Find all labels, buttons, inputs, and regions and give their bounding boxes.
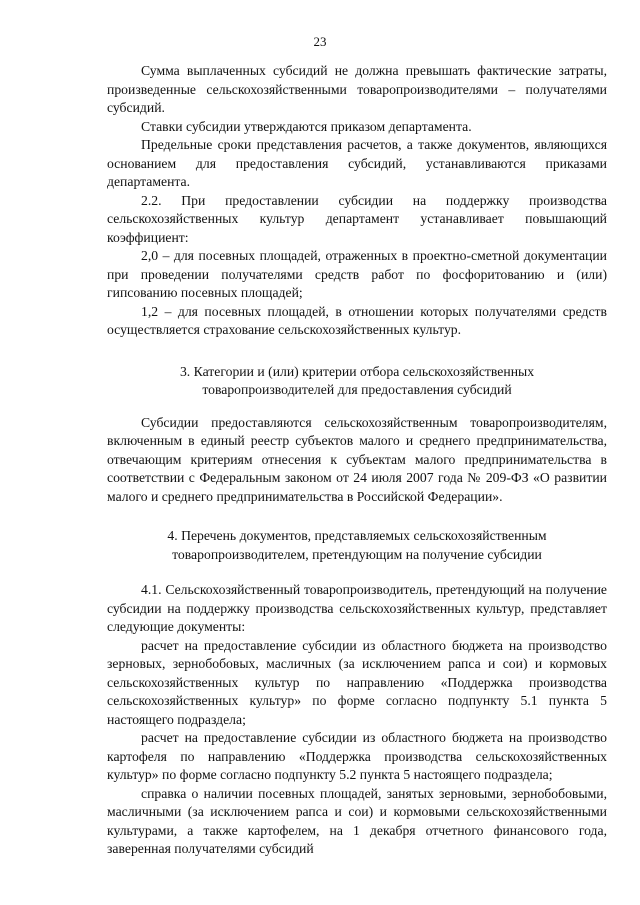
paragraph-calc-grain: расчет на предоставление субсидии из областного бюджета на производство зерновых, зернобобовых, масличных (за исключением рапса и сои) и кормовых сельскохозяйственных культур по направлению «Поддержка производства сельскохозяйственных культур» по форме согласно подпункту 5.1 пункта 5 настоящего подраздела; — [107, 637, 607, 727]
page-number: 23 — [313, 34, 327, 49]
section3-heading-line1: 3. Категории и (или) критерии отбора сельскохозяйственных — [179, 363, 535, 379]
paragraph-coefficient-2-0: 2,0 – для посевных площадей, отраженных в проектно-сметной документации при проведении получателями средств работ по фосфоритованию и (или) гипсованию посевных площадей; — [107, 248, 607, 300]
section3-text: Субсидии предоставляются сельскохозяйственным товаропроизводителям, включенным в единый реестр субъектов малого и среднего предпринимательства, отвечающим критериям отнесения к субъектам малого предпринимательства в соответствии с Федеральным законом от 24 июля 2007 года № 209-ФЗ «О развитии малого и среднего предпринимательства в Российской Федерации». — [107, 414, 607, 504]
section4-heading-line2: товаропроизводителем, претендующим на получение субсидии — [172, 546, 542, 562]
paragraph-subsidy-limit: Сумма выплаченных субсидий не должна превышать фактические затраты, произведенные сельскохозяйственными товаропроизводителями – получателями субсидий. — [107, 63, 607, 115]
paragraph-deadlines: Предельные сроки представления расчетов, а также документов, являющихся основанием для предоставления субсидий, устанавливаются приказами департамента. — [107, 137, 607, 189]
paragraph-calc-potato: расчет на предоставление субсидии из областного бюджета на производство картофеля по направлению «Поддержка производства сельскохозяйственных культур» по форме согласно подпункту 5.2 пункта 5 настоящего подраздела; — [107, 730, 607, 782]
section3-heading-line2: товаропроизводителей для предоставления субсидий — [202, 382, 512, 397]
document-body — [107, 62, 607, 859]
paragraph-4-1: 4.1. Сельскохозяйственный товаропроизводитель, претендующий на получение субсидии на поддержку производства сельскохозяйственных культур, представляет следующие документы: — [107, 582, 607, 634]
section4-heading-line1: 4. Перечень документов, представляемых сельскохозяйственным — [167, 528, 547, 543]
paragraph-coefficient-1-2: 1,2 – для посевных площадей, в отношении которых получателями средств осуществляется страхование сельскохозяйственных культур. — [107, 303, 607, 337]
paragraph-sown-area-certificate: справка о наличии посевных площадей, занятых зерновыми, зернобобовыми, масличными (за исключением рапса и сои) и кормовыми сельскохозяйственными культурами, а также картофелем, на 1 декабря отчетного финансового года, заверенная получателями субсидий — [107, 785, 607, 856]
paragraph-2-2: 2.2. При предоставлении субсидии на поддержку производства сельскохозяйственных культур департамент устанавливает повышающий коэффициент: — [107, 192, 607, 245]
paragraph-subsidy-rates: Ставки субсидии утверждаются приказом департамента. — [141, 118, 472, 134]
